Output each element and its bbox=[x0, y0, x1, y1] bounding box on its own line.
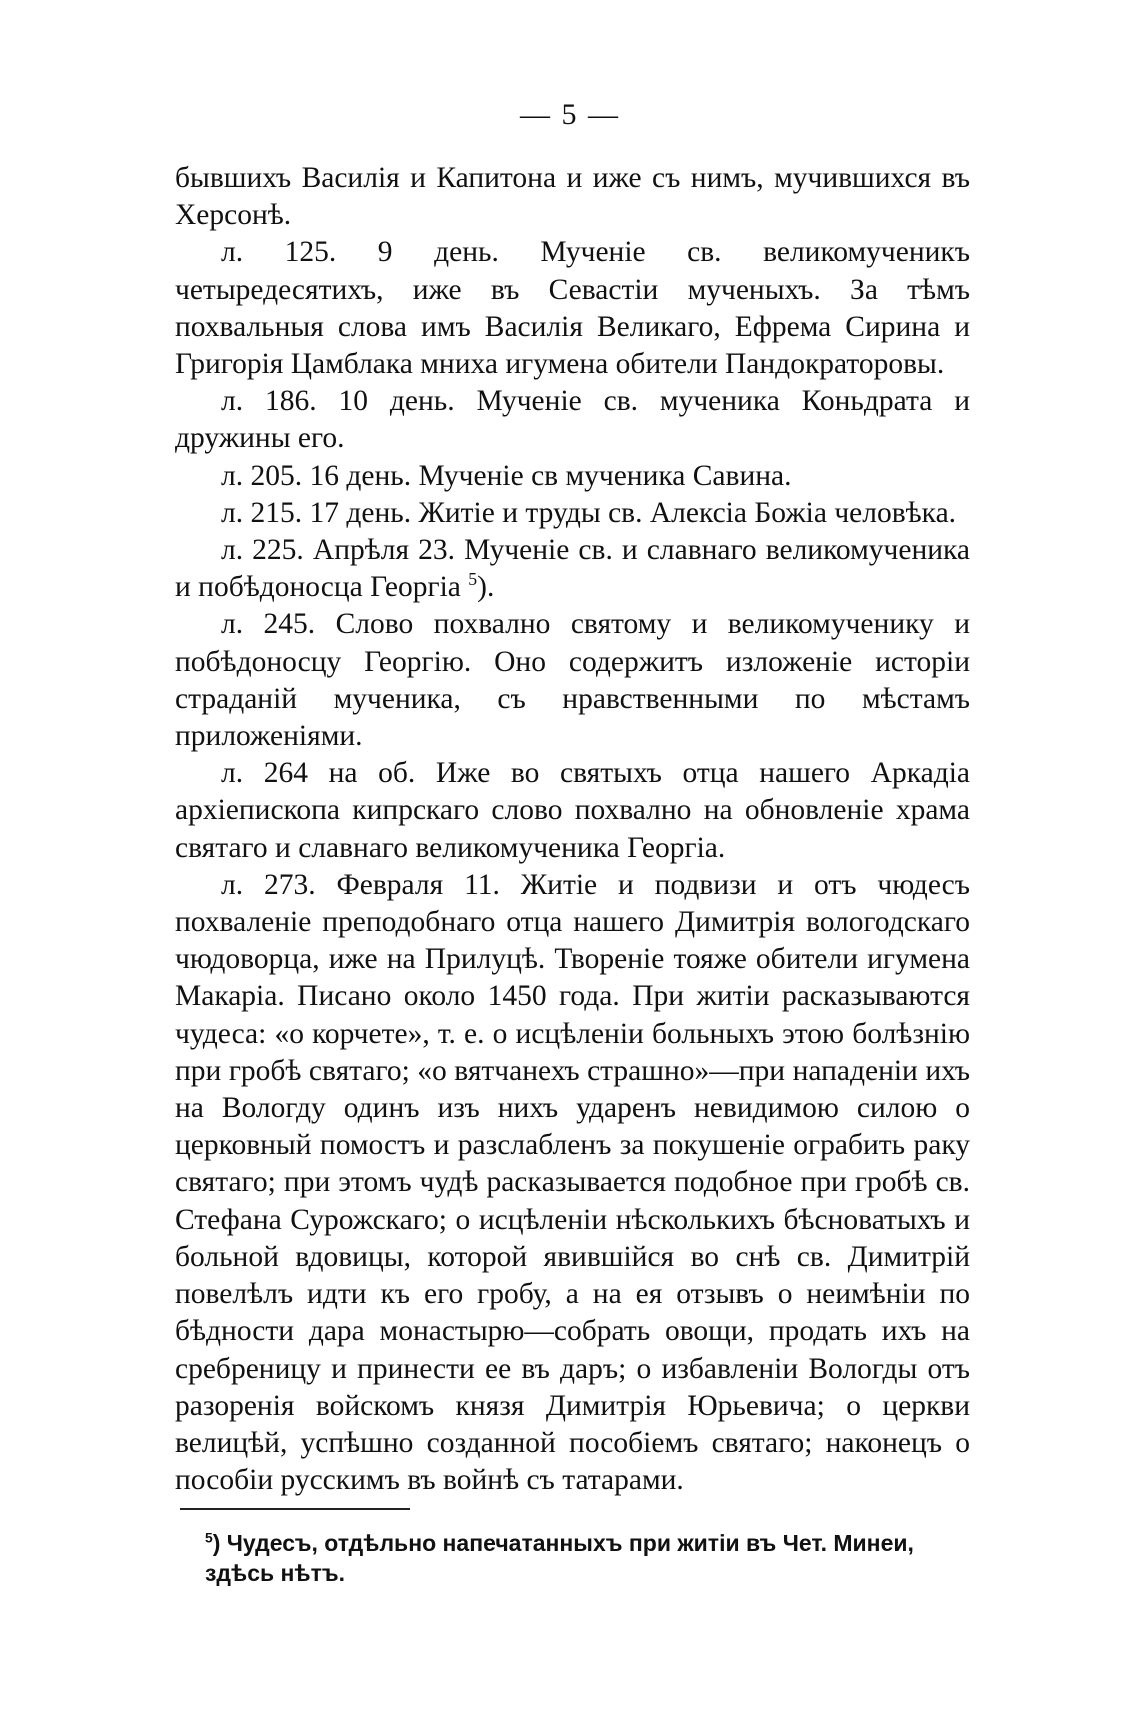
footnote-marker: 5 bbox=[205, 1530, 213, 1546]
footnote-reference: 5 bbox=[468, 569, 478, 590]
paragraph-entry-125: л. 125. 9 день. Мученіе св. великомученикъ четыредесятихъ, иже въ Севастіи мученыхъ. За тѣмъ похвальныя слова имъ Василія Великаго, Ефрема Сирина и Григорія Цамблака мниха игумена обители Пандократоровы. bbox=[175, 236, 970, 381]
paragraph-entry-215: л. 215. 17 день. Житіе и труды св. Алексіа Божіа человѣка. bbox=[221, 496, 957, 529]
page-number: — 5 — bbox=[520, 98, 620, 131]
main-text bbox=[175, 160, 970, 1499]
paragraph-entry-273: л. 273. Февраля 11. Житіе и подвизи и отъ чюдесъ похваленіе преподобнаго отца нашего Димитрія вологодскаго чюдоворца, иже на Прилуцѣ. Твореніе тояже обители игумена Макаріа. Писано около 1450 года. При житіи раскaзываются чудеса: «о корчете», т. е. о исцѣленіи больныхъ этою болѣзнію при гробѣ святаго; «о вятчанехъ страшно»—при нападеніи ихъ на Вологду одинъ изъ нихъ ударенъ невидимою силою о церковный помостъ и разслабленъ за покушеніе ограбить раку святаго; при этомъ чудѣ раскaзывается подобное при гробѣ св. Стефана Сурожскаго; о исцѣленіи нѣсколькихъ бѣсноватыхъ и больной вдовицы, которой явившійся во снѣ св. Димитрій повелѣлъ идти къ его гробу, а на ея отзывъ о неимѣніи по бѣдности дара монастырю—собрать овощи, продать ихъ на сребреницу и принести ее въ даръ; о избавленіи Вологды отъ разоренія войскомъ князя Димитрія Юрьевича; о церкви велицѣй, успѣшно созданной пособіемъ святаго; наконецъ о пособіи русскимъ въ войнѣ съ татарами. bbox=[175, 868, 970, 1497]
paragraph-entry-245: л. 245. Слово похвално святому и великомученику и побѣдоносцу Георгію. Оно содержитъ изложеніе исторіи страданій мученика, съ нравственными по мѣстамъ приложеніями. bbox=[175, 608, 970, 753]
footnote-reference-suffix: ). bbox=[477, 571, 495, 604]
paragraph-continuation: бывшихъ Василія и Капитона и иже съ нимъ, мучившихся въ Херсонѣ. bbox=[175, 162, 970, 232]
paragraph-entry-225 bbox=[175, 532, 970, 606]
paragraph-entry-264: л. 264 на об. Иже во святыхъ отца нашего Аркадіа архіепископа кипрскаго слово похвално на обновленіе храма святаго и славнаго великомученика Георгіа. bbox=[175, 757, 970, 864]
footnote-text: ) Чудесъ, отдѣльно напечатанныхъ при житіи въ Чет. Минеи, здѣсь нѣтъ. bbox=[205, 1530, 914, 1586]
paragraph-entry-186: л. 186. 10 день. Мученіе св. мученика Коньдрата и дружины его. bbox=[175, 385, 970, 455]
paragraph-entry-225-text: л. 225. Апрѣля 23. Мученіе св. и славнаго великомученика и побѣдоносца Георгіа bbox=[175, 534, 970, 604]
footnote bbox=[205, 1528, 985, 1588]
footnote-divider bbox=[180, 1508, 410, 1510]
paragraph-entry-205: л. 205. 16 день. Мученіе св мученика Савина. bbox=[221, 459, 792, 492]
